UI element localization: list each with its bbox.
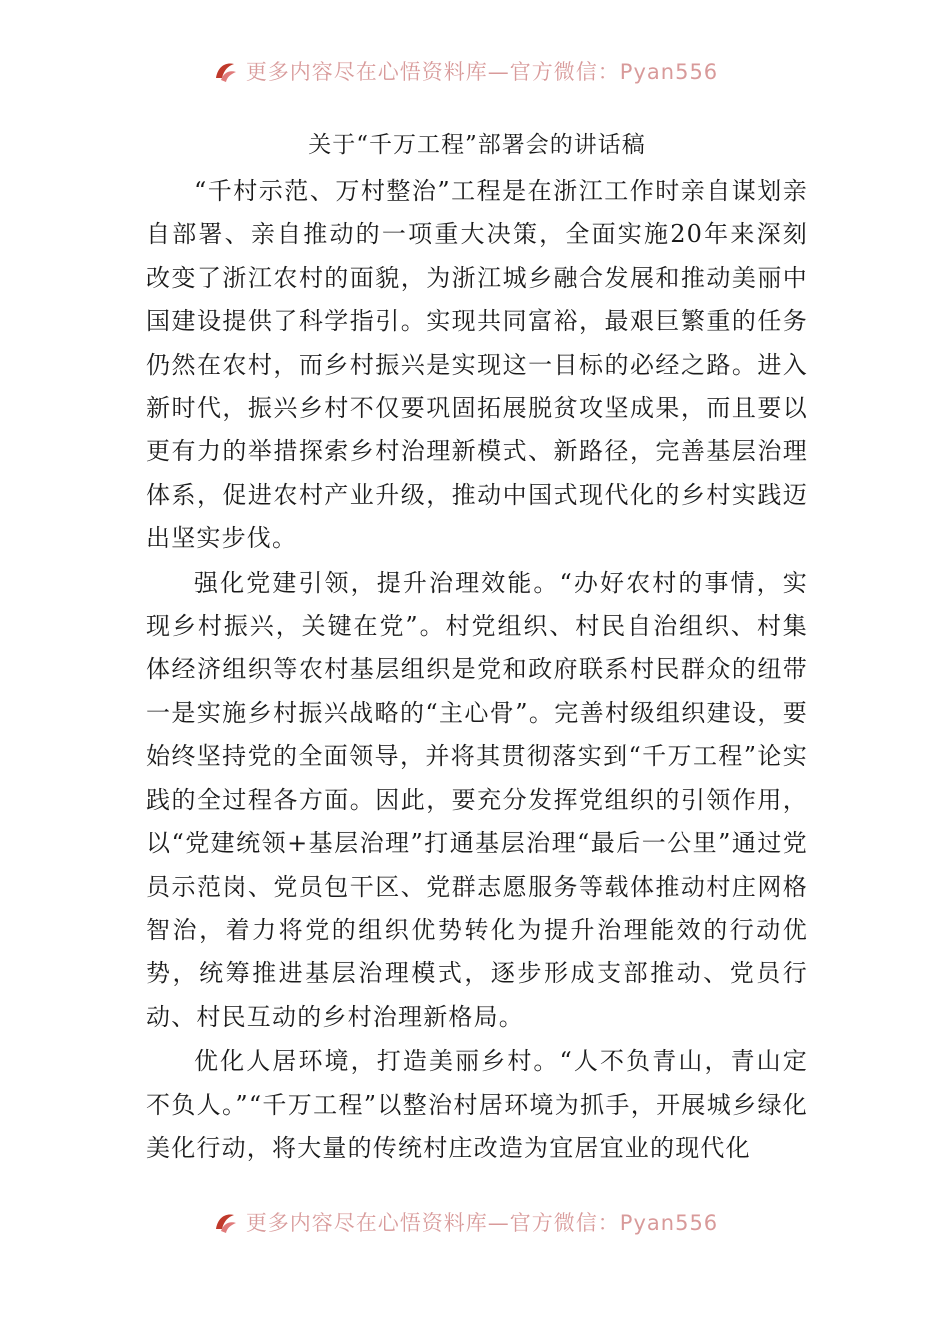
header-watermark <box>0 56 950 86</box>
footer-watermark-text: 更多内容尽在心悟资料库—官方微信：Pyan556 <box>245 1211 719 1235</box>
brand-logo-icon <box>212 1209 238 1235</box>
paragraph-living-environment: 优化人居环境，打造美丽乡村。“人不负青山，青山定不负人。”“千万工程”以整治村居环境为抓手，开展城乡绿化美化行动，将大量的传统村庄改造为宜居宜业的现代化 <box>146 1047 808 1162</box>
brand-logo-icon <box>212 58 238 84</box>
header-watermark-text: 更多内容尽在心悟资料库—官方微信：Pyan556 <box>245 60 719 84</box>
footer-watermark-content <box>212 1207 718 1237</box>
document-body <box>146 122 808 1170</box>
paragraph-party-building: 强化党建引领，提升治理效能。“办好农村的事情，实现乡村振兴，关键在党”。村党组织、村民自治组织、村集体经济组织等农村基层组织是党和政府联系村民群众的纽带一是实施乡村振兴战略的“主心骨”。完善村级组织建设，要始终坚持党的全面领导，并将其贯彻落实到“千万工程”论实践的全过程各方面。因此，要充分发挥党组织的引领作用，以“党建统领+基层治理”打通基层治理“最后一公里”通过党员示范岗、党员包干区、党群志愿服务等载体推动村庄网格智治，着力将党的组织优势转化为提升治理能效的行动优势，统筹推进基层治理模式，逐步形成支部推动、党员行动、村民互动的乡村治理新格局。 <box>146 568 808 1031</box>
paragraph-intro: “千村示范、万村整治”工程是在浙江工作时亲自谋划亲自部署、亲自推动的一项重大决策，全面实施20年来深刻改变了浙江农村的面貌，为浙江城乡融合发展和推动美丽中国建设提供了科学指引。实现共同富裕，最艰巨繁重的任务仍然在农村，而乡村振兴是实现这一目标的必经之路。进入新时代，振兴乡村不仅要巩固拓展脱贫攻坚成果，而且要以更有力的举措探索乡村治理新模式、新路径，完善基层治理体系，促进农村产业升级，推动中国式现代化的乡村实践迈出坚实步伐。 <box>146 177 808 553</box>
header-watermark-content <box>212 56 718 86</box>
document-title: 关于“千万工程”部署会的讲话稿 <box>308 132 646 158</box>
footer-watermark <box>0 1207 950 1237</box>
